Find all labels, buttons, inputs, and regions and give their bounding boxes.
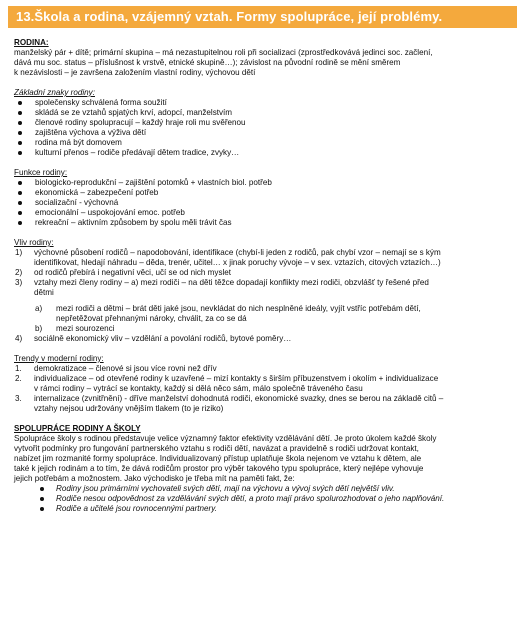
list-item: rodina má být domovem — [14, 138, 514, 148]
vliv-heading: Vliv rodiny: — [14, 238, 54, 247]
list-item — [14, 278, 514, 298]
spoluprace-heading: SPOLUPRÁCE RODINY A ŠKOLY — [14, 424, 141, 433]
spoluprace-line-3: nabízet jim rozmanité formy spolupráce. Individualizovaný přístup uplatňuje škola nejenom ve vztahu k dětem, ale — [14, 454, 422, 463]
list-item: členové rodiny spolupracují – každý hraje roli mu svěřenou — [14, 118, 514, 128]
spoluprace-line-1: Spolupráce školy s rodinou představuje velice významný faktor efektivity vzdělávání dětí. Je proto úkolem každé školy — [14, 434, 437, 443]
list-item-line: demokratizace – členové si jsou více rovni než dřív — [34, 364, 217, 373]
list-number: 2) — [15, 268, 23, 277]
list-item — [14, 248, 514, 268]
trendy-heading: Trendy v moderní rodiny: — [14, 354, 104, 363]
funkce-heading: Funkce rodiny: — [14, 168, 68, 177]
rodina-line-3: k nezávislosti – je završena založením vlastní rodiny, výchovou dětí — [14, 68, 256, 77]
list-item — [14, 394, 514, 414]
list-number: 1. — [15, 364, 22, 373]
znaky-heading: Základní znaky rodiny: — [14, 88, 95, 97]
list-number: 2. — [15, 374, 22, 383]
rodina-line-1: manželský pár + dítě; primární skupina – má nezastupitelnou roli při socializaci (zprostředkovává jedinci soc. začlení, — [14, 48, 433, 57]
list-number: 3) — [15, 278, 23, 287]
znaky-list — [14, 98, 514, 158]
list-item: biologicko-reprodukční – zajištění potomků + vlastních biol. potřeb — [14, 178, 514, 188]
list-item-line: mezi rodiči a dětmi – brát děti jaké jsou, nevkládat do nich nesplněné ideály, vyjít vstříc potřebám dětí, — [56, 304, 421, 313]
list-item: ekonomická – zabezpečení potřeb — [14, 188, 514, 198]
page-title: 13.Škola a rodina, vzájemný vztah. Formy spolupráce, její problémy. — [16, 9, 443, 24]
spoluprace-line-4: také k jejich rodinám a to tím, že dává rodičům prostor pro výběr takového typu spolupráce, který nejlépe vyhovuje — [14, 464, 424, 473]
title-bar — [8, 6, 517, 28]
funkce-list — [14, 178, 514, 228]
rodina-heading: RODINA: — [14, 38, 49, 47]
list-item-line: od rodičů přebírá i negativní věci, učí se od nich myslet — [34, 268, 232, 277]
list-item-line: individualizace – od otevřené rodiny k uzavřené – mizí kontakty s širším příbuzenstvem i okolím + individualizace — [34, 374, 439, 383]
list-item: kulturní přenos – rodiče předávají dětem tradice, zvyky… — [14, 148, 514, 158]
list-item — [14, 268, 514, 278]
list-item: emocionální – uspokojování emoc. potřeb — [14, 208, 514, 218]
list-item — [14, 334, 514, 344]
list-item: Rodiče nesou odpovědnost za vzdělávání svých dětí, a proto mají právo spolurozhodovat o jeho naplňování. — [14, 494, 514, 504]
spoluprace-line-5: jejich potřebám a možnostem. Jako východisko je třeba mít na paměti fakt, že: — [14, 474, 295, 483]
list-item-line: v rámci rodiny – vytrácí se kontakty, každý si dělá něco sám, málo společně tráveného času — [34, 384, 363, 393]
list-item — [14, 304, 514, 324]
list-item-line: dětmi — [34, 288, 54, 297]
list-item — [14, 324, 514, 334]
list-item: rekreační – aktivním způsobem by spolu měli trávit čas — [14, 218, 514, 228]
list-number: a) — [35, 304, 43, 313]
list-item-line: mezi sourozenci — [56, 324, 115, 333]
list-item-line: internalizace (zvnitřnění) - dříve manželství dohodnutá rodiči, ekonomické svazky, dnes se berou na základě citů – — [34, 394, 444, 403]
list-item-line: výchovné působení rodičů – napodobování, identifikace (chybí-li jeden z rodičů, pak chybí vzor – nemají se s kým — [34, 248, 441, 257]
list-item: zajištěna výchova a výživa dětí — [14, 128, 514, 138]
vliv-list-cont — [14, 334, 514, 344]
list-item-line: vztahy nejsou udržovány vnějším tlakem (to je riziko) — [34, 404, 224, 413]
list-item — [14, 364, 514, 374]
list-item: Rodiče a učitelé jsou rovnocennými partnery. — [14, 504, 514, 514]
document-body — [14, 38, 514, 514]
list-item-line: identifikovat, hledají náhradu – děda, trenér, učitel… x jinak poruchy vývoje – v sex. vztazích, citových vztazích…) — [34, 258, 441, 267]
vliv-list — [14, 248, 514, 298]
list-number: b) — [35, 324, 43, 333]
list-item: skládá se ze vztahů spjatých krví, adopcí, manželstvím — [14, 108, 514, 118]
list-number: 1) — [15, 248, 23, 257]
trendy-list — [14, 364, 514, 414]
spoluprace-line-2: vytvořit podmínky pro fungování partnerského vztahu s rodiči dětí, navázat a pravidelně s rodiči udržovat kontakt, — [14, 444, 419, 453]
list-item-line: sociálně ekonomický vliv – vzdělání a povolání rodičů, bytové poměry… — [34, 334, 292, 343]
list-number: 4) — [15, 334, 23, 343]
list-item-line: nepřetěžovat přehnanými nároky, chválit, za co se dá — [56, 314, 247, 323]
list-item: společensky schválená forma soužití — [14, 98, 514, 108]
vliv-sublist — [14, 304, 514, 334]
list-item — [14, 374, 514, 394]
list-item-line: vztahy mezi členy rodiny – a) mezi rodiči – na děti těžce dopadají konflikty mezi rodiči, obzvlášť ty řešené před — [34, 278, 429, 287]
list-item: Rodiny jsou primárními vychovateli svých dětí, mají na výchovu a vývoj svých dětí největší vliv. — [14, 484, 514, 494]
rodina-line-2: dává mu soc. status – příslušnost k vrstvě, etnické skupině…); závislost na původní rodině se mění směrem — [14, 58, 401, 67]
list-number: 3. — [15, 394, 22, 403]
spoluprace-list — [14, 484, 514, 514]
list-item: socializační - výchovná — [14, 198, 514, 208]
